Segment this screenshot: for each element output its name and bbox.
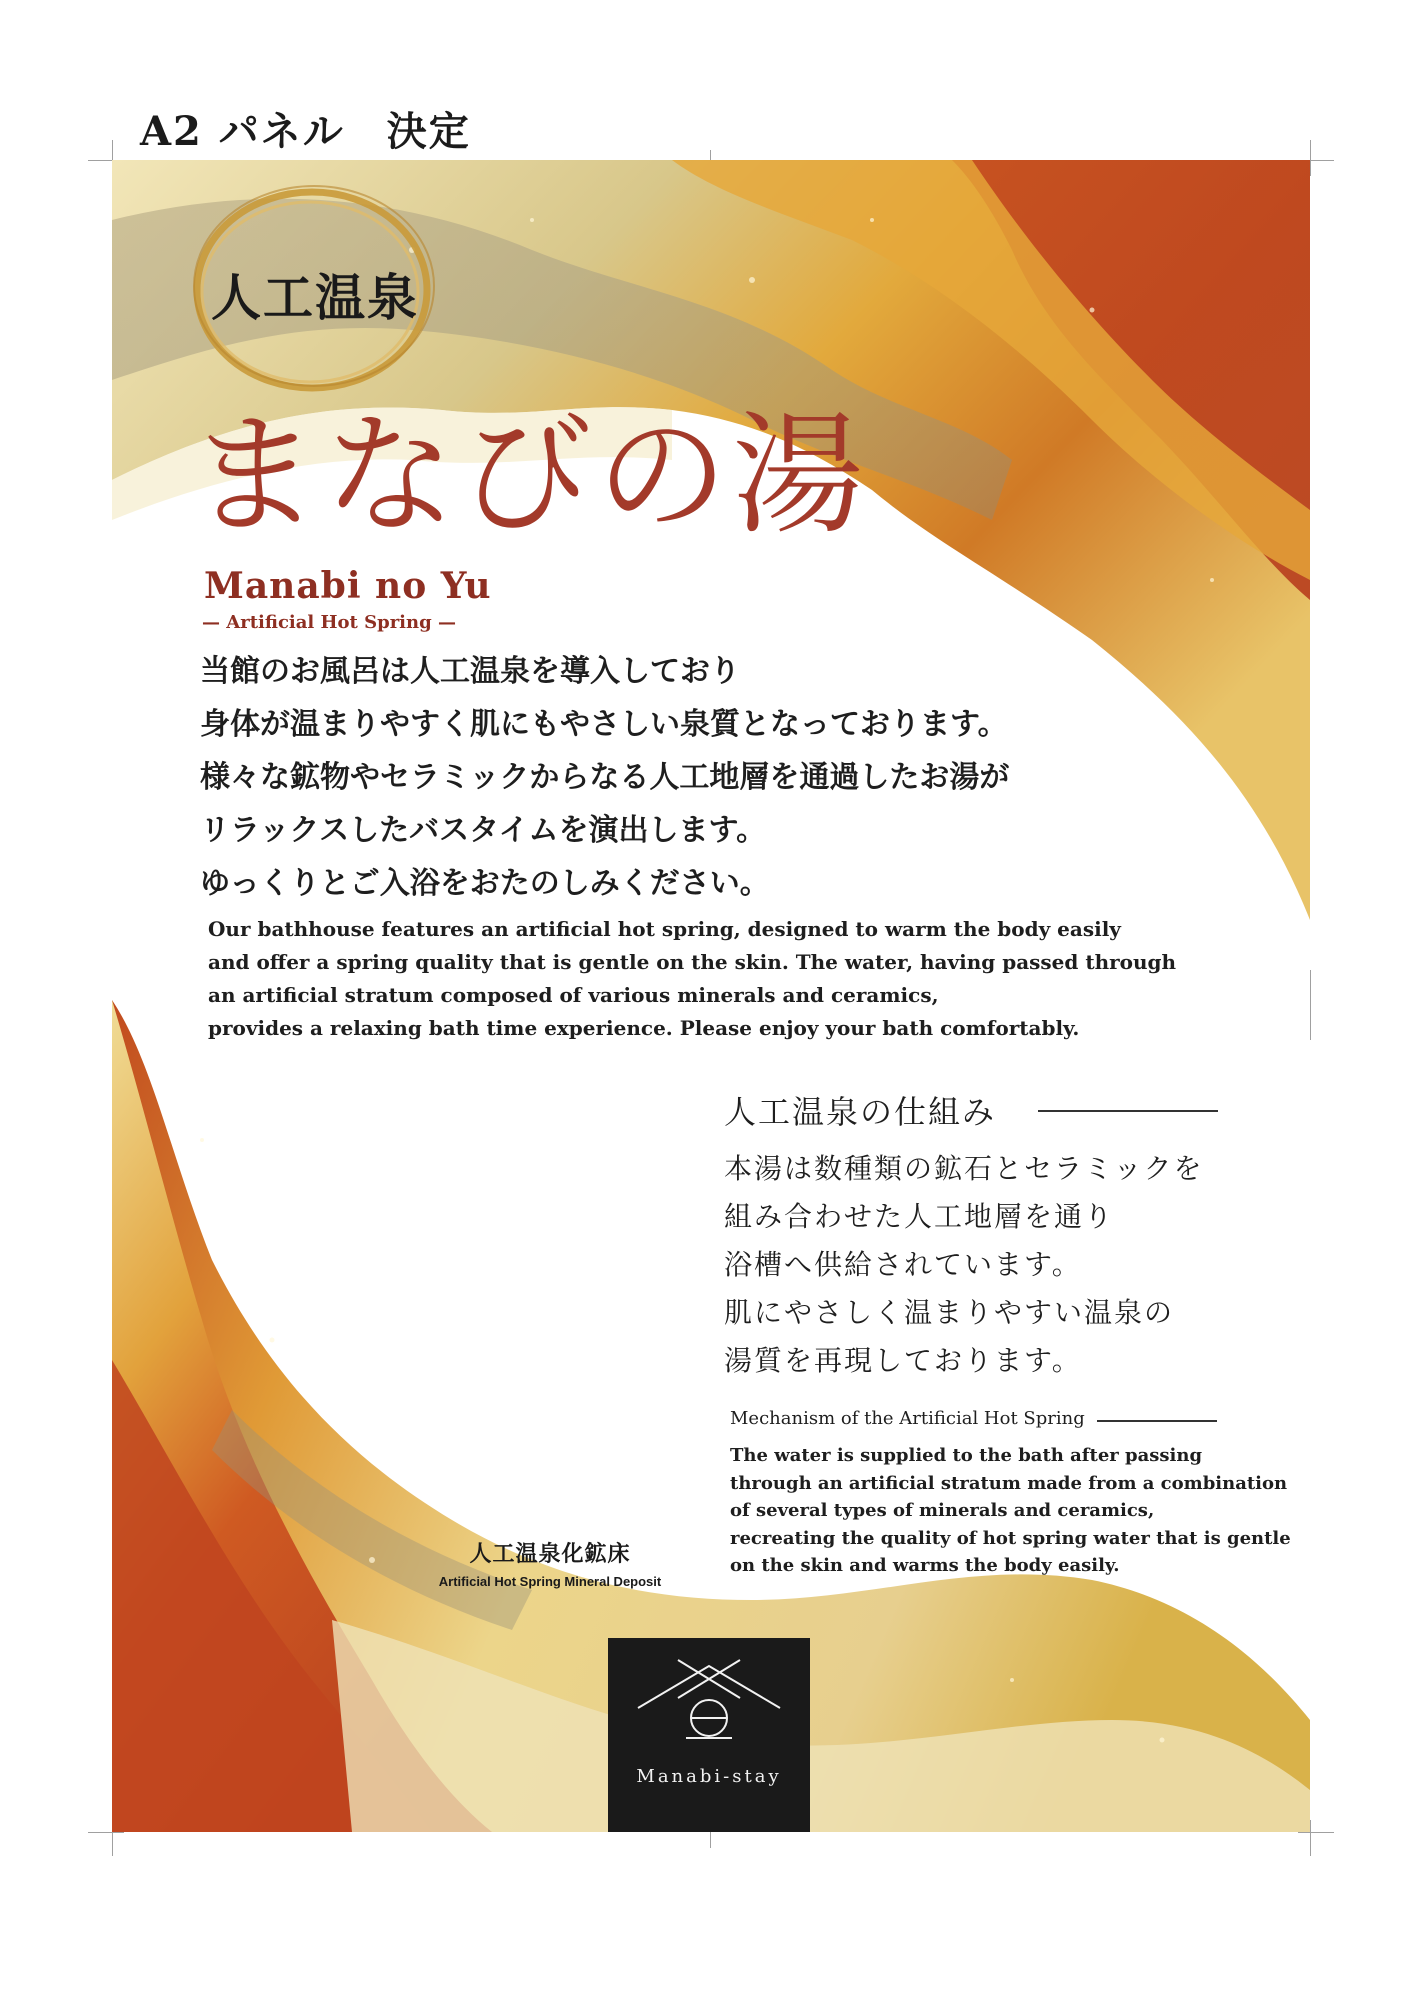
crop-mark	[88, 1832, 124, 1833]
mechanism-en-line: on the skin and warms the body easily.	[730, 1555, 1120, 1576]
mechanism-en-line: of several types of minerals and ceramics,	[730, 1500, 1155, 1521]
intro-english	[208, 913, 1177, 1045]
crop-mark	[1298, 1832, 1334, 1833]
mechanism-english-heading: Mechanism of the Artificial Hot Spring	[730, 1408, 1085, 1429]
crop-mark	[1310, 140, 1311, 176]
crop-mark	[1310, 1820, 1311, 1856]
mechanism-line: 浴槽へ供給されています。	[724, 1248, 1082, 1281]
mechanism-line: 肌にやさしく温まりやすい温泉の	[724, 1296, 1175, 1329]
title-subtitle: — Artificial Hot Spring —	[202, 612, 456, 633]
mechanism-en-line: through an artificial stratum made from a combination	[730, 1472, 1288, 1494]
deposit-english: Artificial Hot Spring Mineral Deposit	[438, 1574, 662, 1589]
title-english: Manabi no Yu	[204, 565, 492, 607]
logo-text: Manabi-stay	[636, 1766, 782, 1787]
intro-line: ゆっくりとご入浴をおたのしみください。	[200, 866, 770, 901]
mechanism-line: 湯質を再現しております。	[724, 1344, 1082, 1377]
mechanism-japanese	[724, 1145, 1244, 1385]
mechanism-heading: 人工温泉の仕組み	[724, 1093, 997, 1131]
heading-rule	[1097, 1420, 1217, 1422]
mechanism-en-line: recreating the quality of hot spring water that is gentle	[730, 1527, 1291, 1549]
intro-line: 身体が温まりやすく肌にもやさしい泉質となっております。	[200, 707, 1008, 742]
manabi-stay-logo	[608, 1638, 810, 1832]
mechanism-english	[730, 1442, 1291, 1580]
deposit-caption	[430, 1537, 670, 1589]
intro-line: リラックスしたバスタイムを演出します。	[200, 813, 767, 848]
mechanism-line: 組み合わせた人工地層を通り	[724, 1200, 1115, 1233]
heading-rule	[1038, 1110, 1218, 1112]
intro-line: 当館のお風呂は人工温泉を導入しており	[200, 654, 740, 689]
crop-mark	[1310, 970, 1311, 1040]
intro-japanese	[200, 645, 1200, 910]
page-title: まなびの湯	[188, 399, 868, 553]
poster-panel	[112, 160, 1310, 1832]
proof-label: A2 パネル 決定	[140, 108, 471, 155]
intro-en-line: an artificial stratum composed of various minerals and ceramics,	[208, 983, 939, 1007]
house-roof-icon	[608, 1638, 810, 1832]
artificial-spring-seal	[172, 180, 442, 400]
intro-en-line: and offer a spring quality that is gentle on the skin. The water, having passed through	[208, 950, 1177, 974]
intro-line: 様々な鉱物やセラミックからなる人工地層を通過したお湯が	[200, 760, 1010, 795]
mechanism-en-line: The water is supplied to the bath after passing	[730, 1445, 1203, 1466]
intro-en-line: Our bathhouse features an artificial hot spring, designed to warm the body easily	[208, 917, 1121, 941]
intro-en-line: provides a relaxing bath time experience. Please enjoy your bath comfortably.	[208, 1016, 1080, 1040]
deposit-japanese: 人工温泉化鉱床	[469, 1542, 631, 1567]
mechanism-line: 本湯は数種類の鉱石とセラミックを	[724, 1152, 1204, 1185]
seal-text: 人工温泉	[211, 268, 419, 327]
